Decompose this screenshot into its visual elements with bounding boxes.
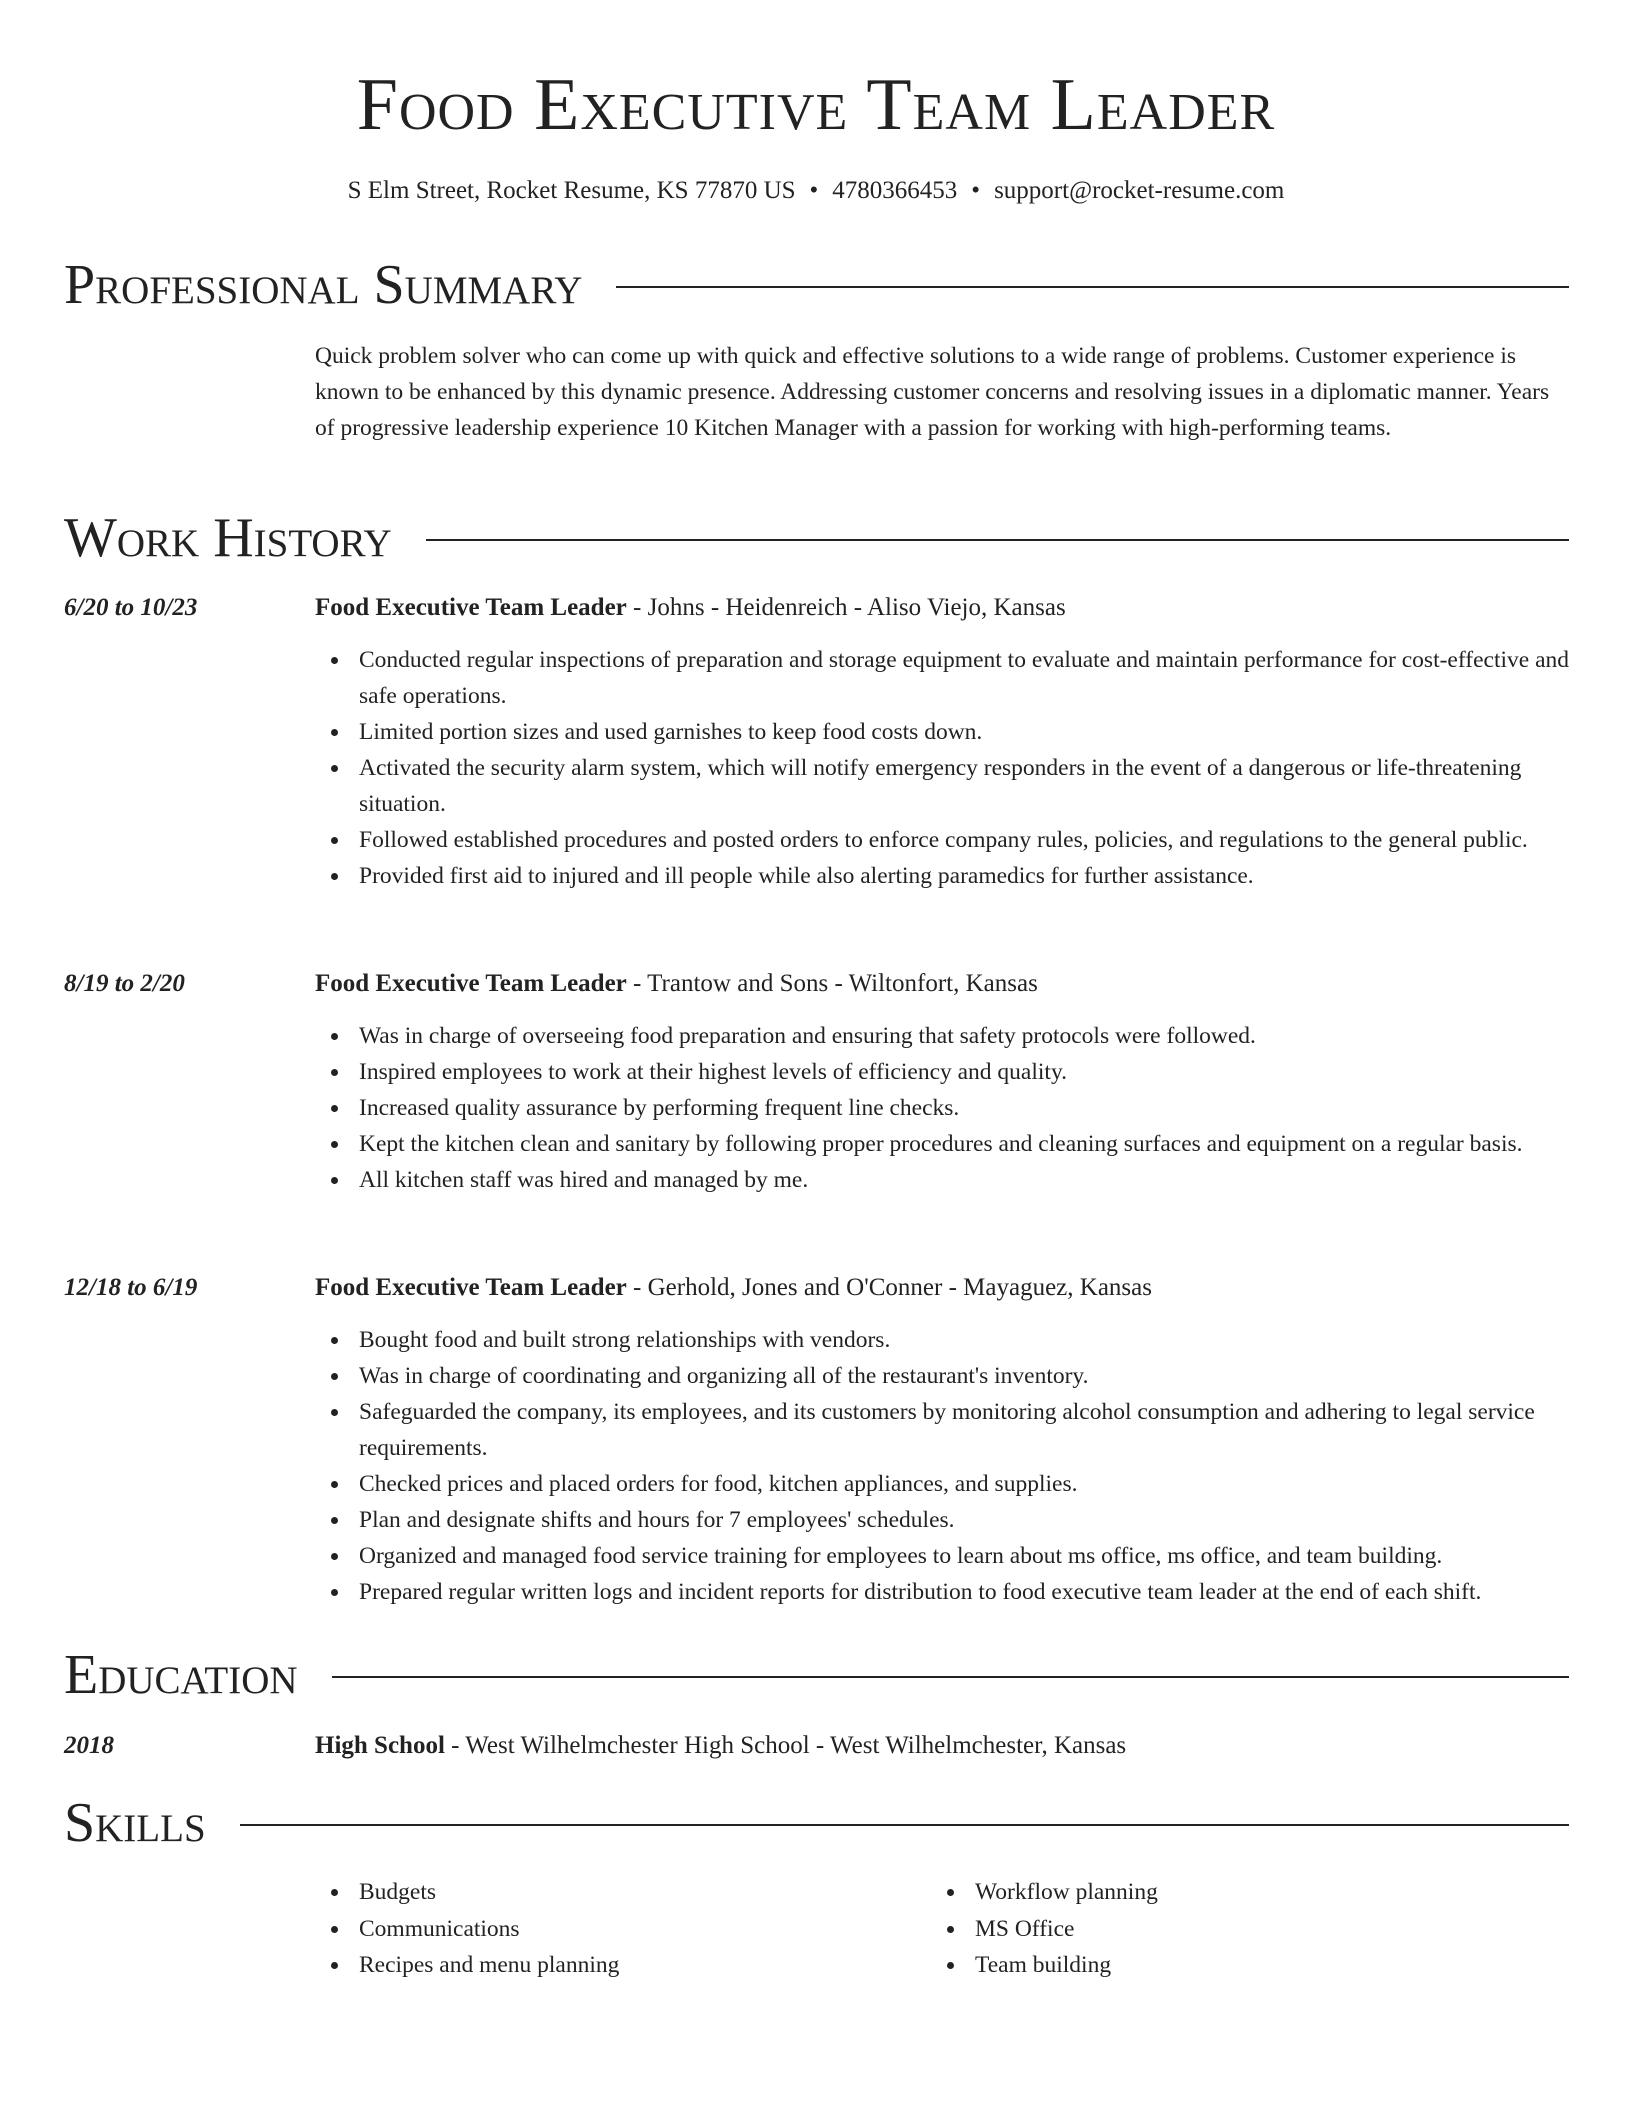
job-date: 8/19 to 2/20 [64, 970, 185, 997]
section-header-skills [64, 1791, 1569, 1855]
list-item: Was in charge of overseeing food preparation and ensuring that safety protocols were followed. [315, 1018, 1570, 1054]
section-header-summary [64, 253, 1569, 317]
job-details: - Gerhold, Jones and O'Conner - Mayaguez, Kansas [626, 1274, 1152, 1301]
contact-line [0, 176, 1632, 206]
skill-item: MS Office [931, 1911, 1158, 1948]
list-item: Provided first aid to injured and ill people while also alerting paramedics for further assistance. [315, 858, 1570, 894]
list-item: Was in charge of coordinating and organizing all of the restaurant's inventory. [315, 1358, 1570, 1394]
education-date: 2018 [64, 1732, 114, 1759]
section-header-work [64, 506, 1569, 570]
education-degree: High School [315, 1732, 445, 1759]
skill-item: Budgets [315, 1874, 619, 1911]
job-date: 12/18 to 6/19 [64, 1274, 198, 1301]
job-title: Food Executive Team Leader [315, 970, 627, 997]
list-item: Limited portion sizes and used garnishes to keep food costs down. [315, 714, 1570, 750]
job-bullets [315, 642, 1570, 894]
job-title: Food Executive Team Leader [315, 594, 627, 621]
section-title: Professional Summary [64, 254, 583, 316]
list-item: Increased quality assurance by performing frequent line checks. [315, 1090, 1570, 1126]
job-details: - Trantow and Sons - Wiltonfort, Kansas [626, 970, 1038, 997]
list-item: Inspired employees to work at their highest levels of efficiency and quality. [315, 1054, 1570, 1090]
job-heading [315, 590, 1570, 626]
job-heading [315, 966, 1570, 1002]
education-heading [315, 1728, 1570, 1764]
list-item: Organized and managed food service training for employees to learn about ms office, ms office, and team building. [315, 1538, 1570, 1574]
section-header-education [64, 1643, 1569, 1707]
job-heading [315, 1270, 1570, 1306]
list-item: Plan and designate shifts and hours for 7 employees' schedules. [315, 1502, 1570, 1538]
skill-item: Workflow planning [931, 1874, 1158, 1911]
job-details: - Johns - Heidenreich - Aliso Viejo, Kansas [626, 594, 1066, 621]
summary-text: Quick problem solver who can come up with quick and effective solutions to a wide range of problems. Customer experience is known to be enhanced by this dynamic presence. Addressing customer concerns and resolving issues in a diplomatic manner. Years of progressive leadership experience 10 Kitchen Manager with a passion for working with high-performing teams. [315, 343, 1550, 441]
education-details: - West Wilhelmchester High School - West Wilhelmchester, Kansas [444, 1732, 1127, 1759]
list-item: Checked prices and placed orders for food, kitchen appliances, and supplies. [315, 1466, 1570, 1502]
job-title: Food Executive Team Leader [315, 1274, 627, 1301]
skill-item: Communications [315, 1911, 619, 1948]
list-item: Bought food and built strong relationships with vendors. [315, 1322, 1570, 1358]
resume-name: Food Executive Team Leader [356, 64, 1276, 146]
job-bullets [315, 1322, 1570, 1610]
contact-phone[interactable]: 4780366453 [832, 177, 958, 204]
skill-item: Recipes and menu planning [315, 1947, 619, 1984]
list-item: Activated the security alarm system, which will notify emergency responders in the event of a dangerous or life-threatening situation. [315, 750, 1570, 822]
section-title: Education [64, 1644, 298, 1706]
list-item: Safeguarded the company, its employees, and its customers by monitoring alcohol consumption and adhering to legal service requirements. [315, 1394, 1570, 1466]
job-bullets [315, 1018, 1570, 1198]
list-item: All kitchen staff was hired and managed by me. [315, 1162, 1570, 1198]
section-divider [616, 286, 1569, 288]
list-item: Kept the kitchen clean and sanitary by following proper procedures and cleaning surfaces and equipment on a regular basis. [315, 1126, 1570, 1162]
section-divider [240, 1824, 1569, 1826]
list-item: Followed established procedures and posted orders to enforce company rules, policies, and regulations to the general public. [315, 822, 1570, 858]
section-divider [426, 539, 1569, 541]
job-date: 6/20 to 10/23 [64, 594, 198, 621]
skill-item: Team building [931, 1947, 1158, 1984]
section-divider [332, 1676, 1569, 1678]
contact-separator: • [809, 177, 819, 204]
section-title: Work History [64, 507, 392, 569]
contact-address: S Elm Street, Rocket Resume, KS 77870 US [347, 177, 796, 204]
list-item: Conducted regular inspections of preparation and storage equipment to evaluate and maintain performance for cost-effective and safe operations. [315, 642, 1570, 714]
contact-email[interactable]: support@rocket-resume.com [994, 177, 1285, 204]
skills-list-left [315, 1874, 619, 1984]
contact-separator: • [971, 177, 981, 204]
list-item: Prepared regular written logs and incident reports for distribution to food executive team leader at the end of each shift. [315, 1574, 1570, 1610]
section-title: Skills [64, 1792, 206, 1854]
skills-list-right [931, 1874, 1158, 1984]
